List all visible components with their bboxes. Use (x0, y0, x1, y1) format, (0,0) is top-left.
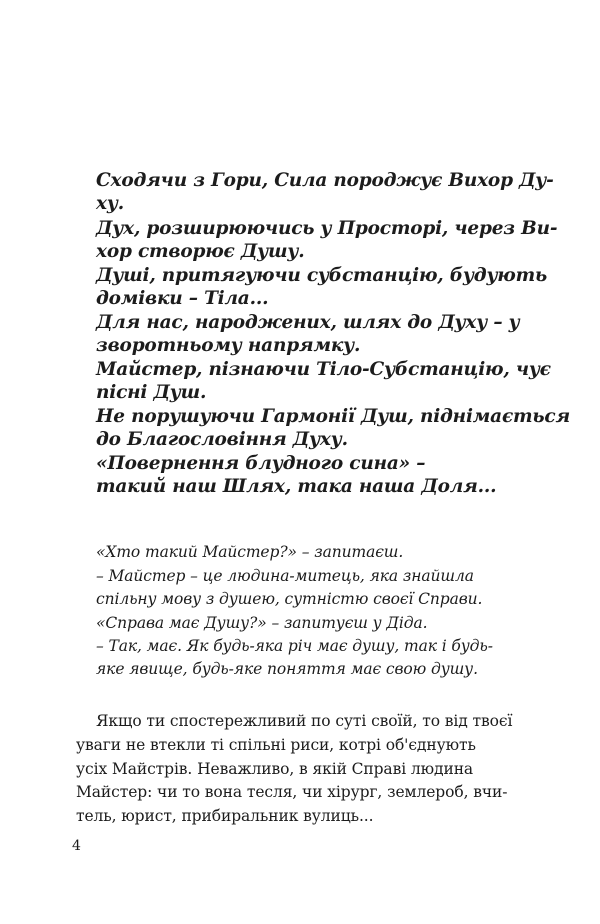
poem-line: такий наш Шлях, така наша Доля... (96, 476, 497, 497)
poem-line: хор створює Душу. (96, 241, 305, 262)
poem-line: до Благословіння Духу. (96, 429, 348, 450)
prose-line: Якщо ти спостережливий по суті своїй, то від твоєї (96, 712, 513, 730)
poem-line: зворотньому напрямку. (96, 335, 361, 356)
dialogue-line: «Справа має Душу?» – запитуєш у Діда. (96, 614, 428, 632)
poem-line: Для нас, народжених, шлях до Духу – у (96, 312, 520, 333)
poem-line: домівки – Тіла... (96, 288, 269, 309)
poem-line: Душі, притягуючи субстанцію, будують (96, 265, 548, 286)
dialogue-line: яке явище, будь-яке поняття має свою душу. (96, 660, 478, 678)
poem-line: Не порушуючи Гармонії Душ, піднімається (96, 406, 571, 427)
dialogue-line: – Так, має. Як будь-яка річ має душу, так і будь- (96, 637, 493, 655)
prose-line: тель, юрист, прибиральник вулиць... (76, 807, 374, 825)
poem-line: ху. (96, 193, 124, 214)
poem-line: Майстер, пізнаючи Тіло-Субстанцію, чує (96, 359, 551, 380)
prose-line: уваги не втекли ті спільні риси, котрі об'єднують (76, 736, 476, 754)
poem-line: Дух, розширюючись у Просторі, через Ви- (96, 218, 558, 239)
poem-line: «Повернення блудного сина» – (96, 453, 426, 474)
poem-line: Сходячи з Гори, Сила породжує Вихор Ду- (96, 170, 554, 191)
dialogue-line: спільну мову з душею, сутністю своєї Справи. (96, 590, 483, 608)
prose-line: Майстер: чи то вона тесля, чи хірург, землероб, вчи- (76, 783, 508, 801)
page-number: 4 (72, 838, 81, 854)
dialogue-line: «Хто такий Майстер?» – запитаєш. (96, 543, 404, 561)
poem-line: пісні Душ. (96, 382, 207, 403)
dialogue-line: – Майстер – це людина-митець, яка знайшла (96, 567, 474, 585)
prose-line: усіх Майстрів. Неважливо, в якій Справі людина (76, 760, 474, 778)
